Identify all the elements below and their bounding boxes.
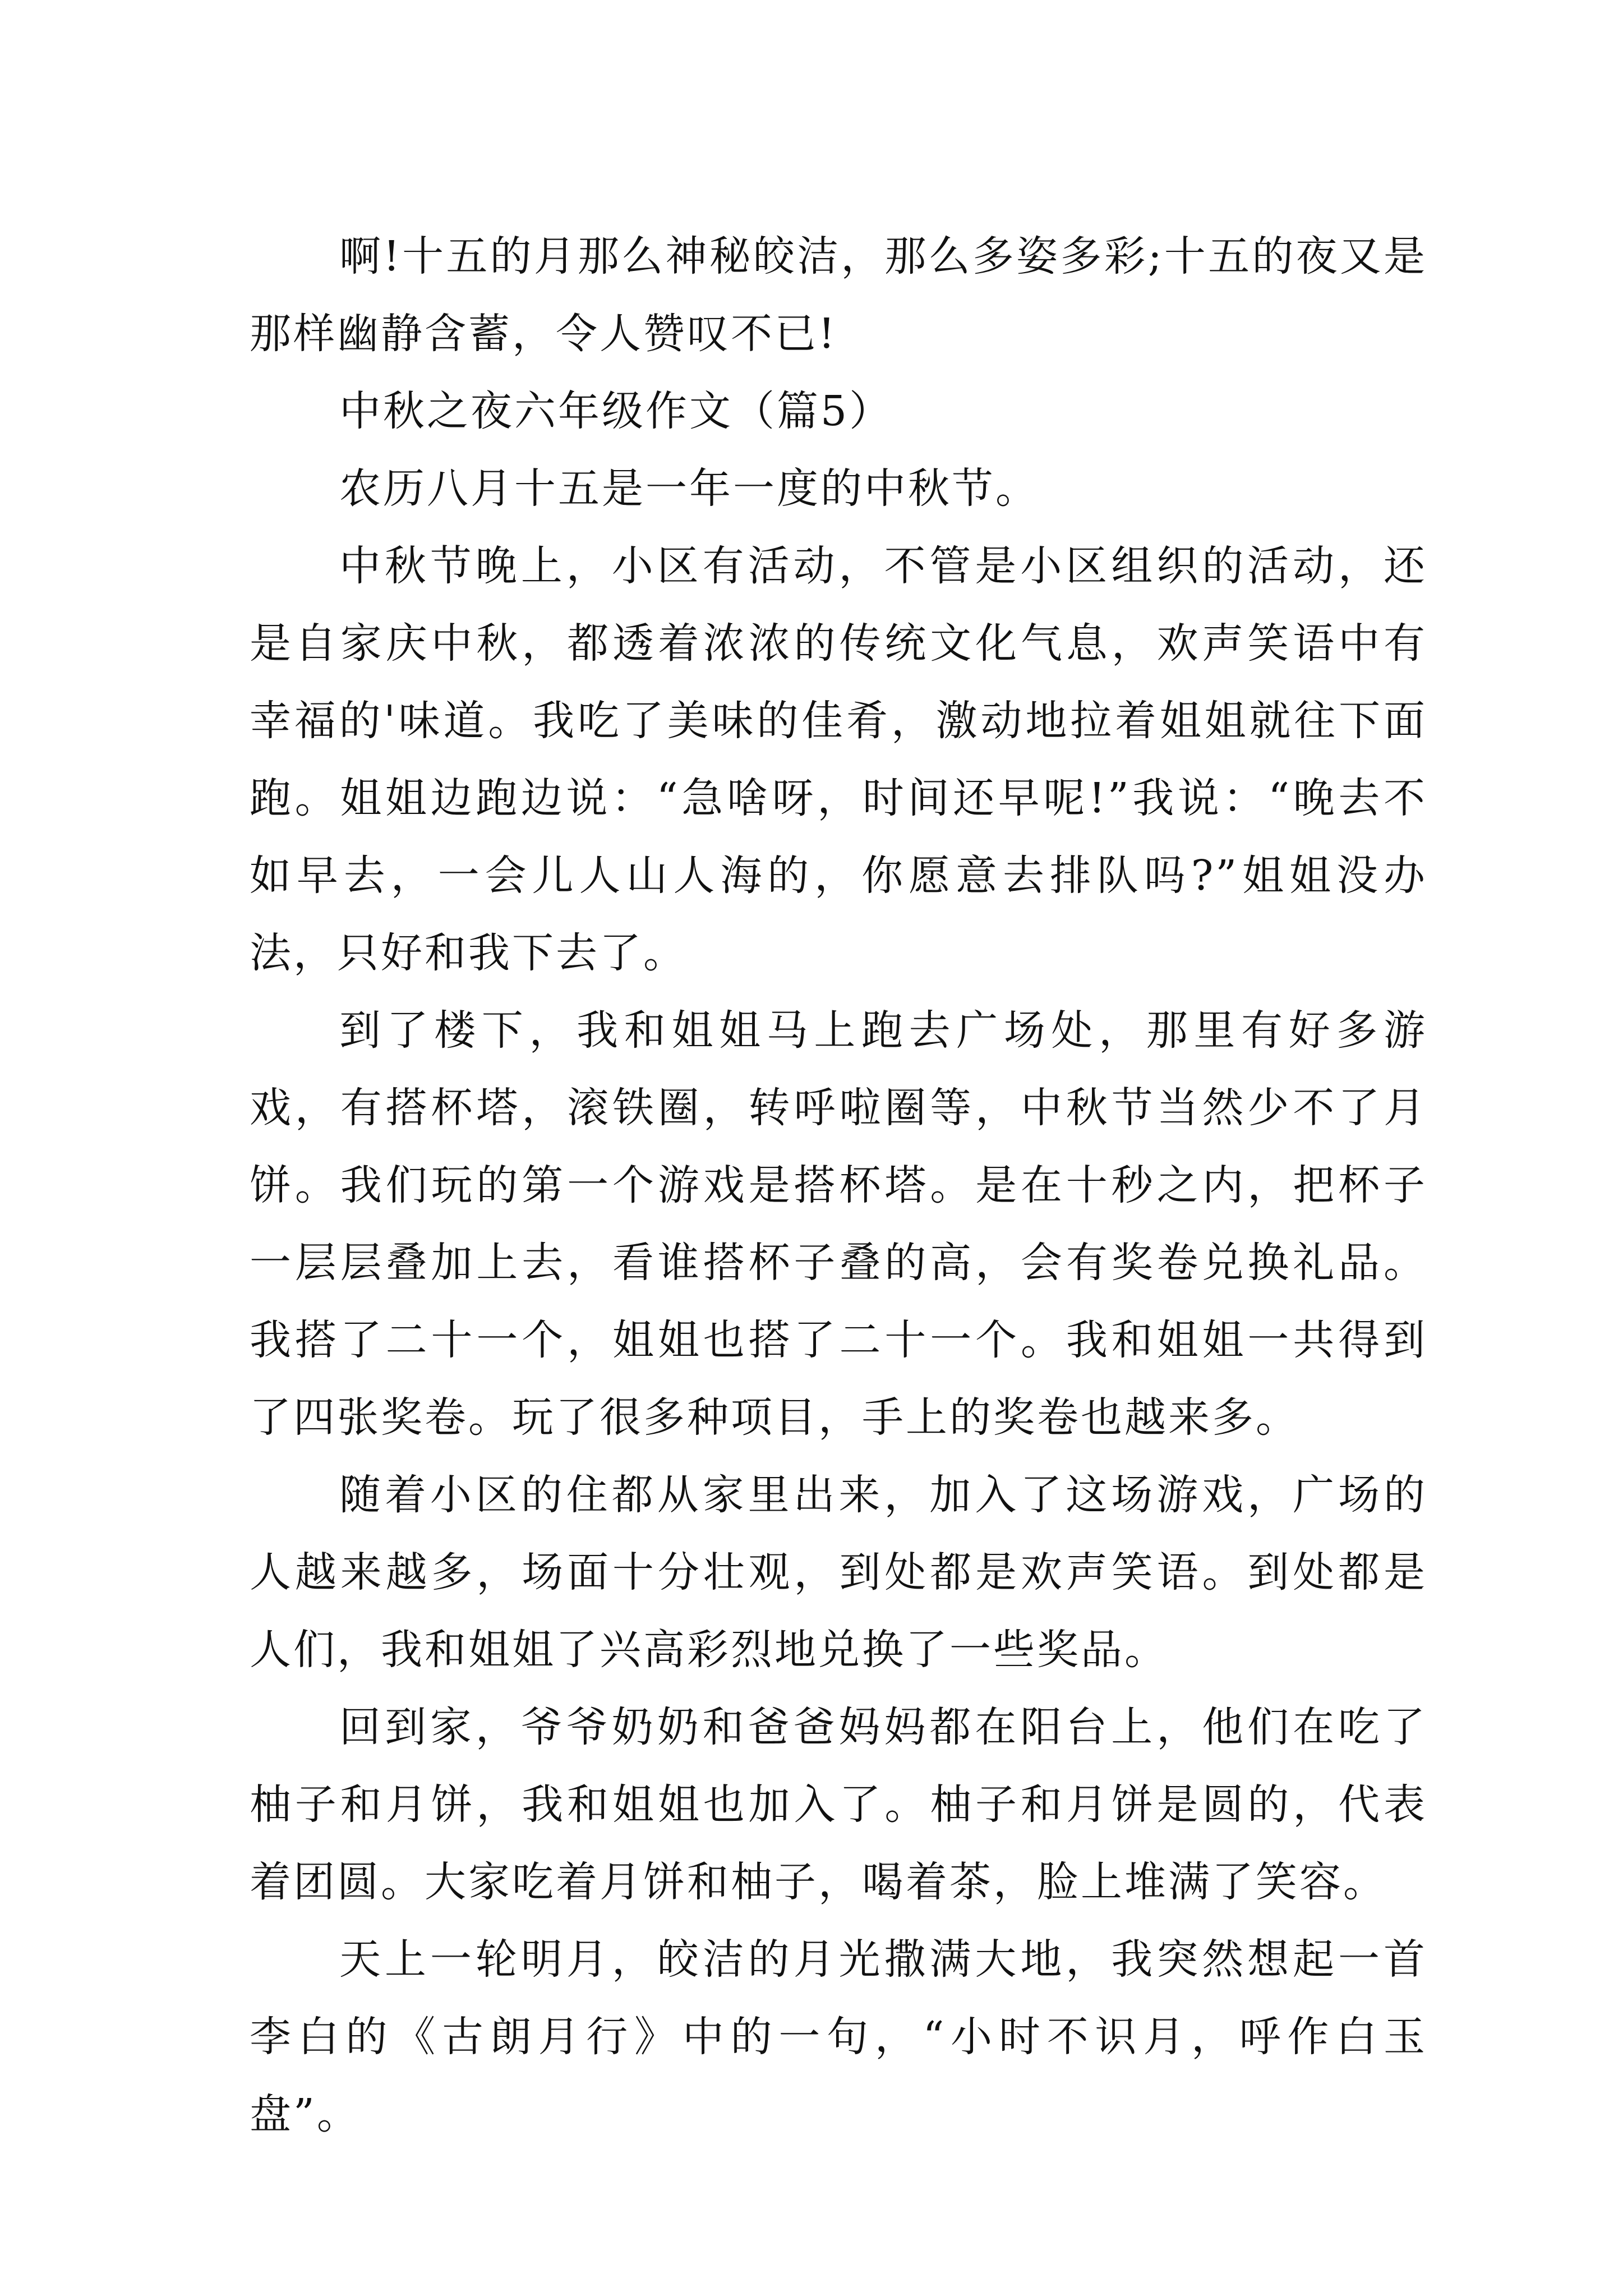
paragraph-6: 回到家，爷爷奶奶和爸爸妈妈都在阳台上，他们在吃了柚子和月饼，我和姐姐也加入了。柚子和月饼是圆的，代表着团圆。大家吃着月饼和柚子，喝着茶，脸上堆满了笑容。	[250, 1703, 1427, 1906]
paragraph-2: 农历八月十五是一年一度的中秋节。	[339, 464, 1039, 513]
paragraph-1: 啊!十五的月那么神秘皎洁，那么多姿多彩;十五的夜又是那样幽静含蓄，令人赞叹不已!	[250, 232, 1427, 358]
paragraph-4: 到了楼下，我和姐姐马上跑去广场处，那里有好多游戏，有搭杯塔，滚铁圈，转呼啦圈等，中秋节当然少不了月饼。我们玩的第一个游戏是搭杯塔。是在十秒之内，把杯子一层层叠加上去，看谁搭杯子叠的高，会有奖卷兑换礼品。我搭了二十一个，姐姐也搭了二十一个。我和姐姐一共得到了四张奖卷。玩了很多种项目，手上的奖卷也越来多。	[250, 1006, 1427, 1442]
paragraph-7: 天上一轮明月，皎洁的月光撒满大地，我突然想起一首李白的《古朗月行》中的一句，“小时不识月，呼作白玉盘”。	[250, 1935, 1427, 2138]
paragraph-5: 随着小区的住都从家里出来，加入了这场游戏，广场的人越来越多，场面十分壮观，到处都是欢声笑语。到处都是人们，我和姐姐了兴高彩烈地兑换了一些奖品。	[250, 1471, 1427, 1674]
paragraph-3: 中秋节晚上，小区有活动，不管是小区组织的活动，还是自家庆中秋，都透着浓浓的传统文化气息，欢声笑语中有幸福的'味道。我吃了美味的佳肴，激动地拉着姐姐就往下面跑。姐姐边跑边说：“急啥呀，时间还早呢!”我说：“晚去不如早去，一会儿人山人海的，你愿意去排队吗?”姐姐没办法，只好和我下去了。	[250, 542, 1427, 977]
section-heading: 中秋之夜六年级作文（篇5）	[339, 387, 893, 435]
document-body	[250, 218, 1427, 2153]
